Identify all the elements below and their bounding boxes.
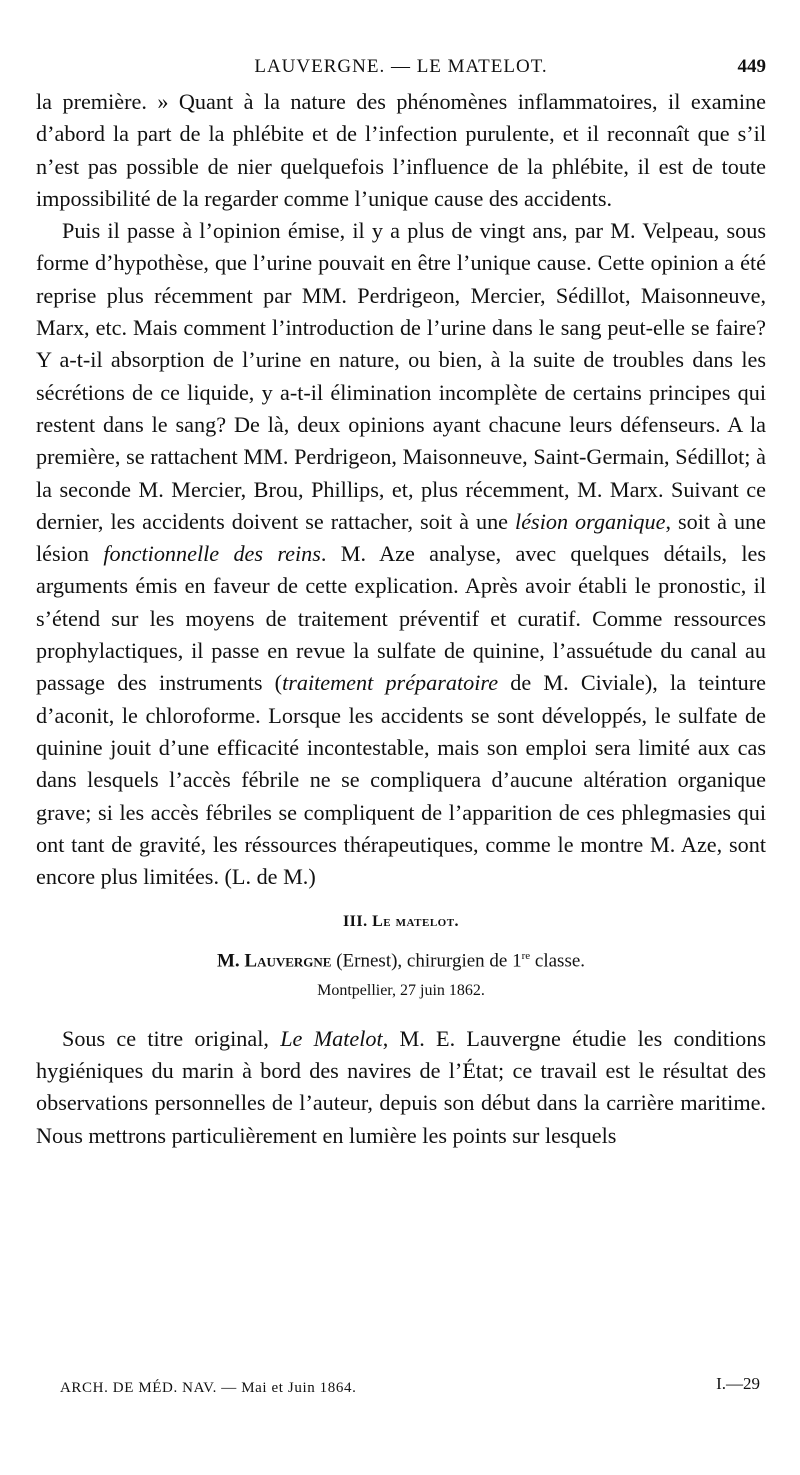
page-number: 449: [737, 56, 766, 77]
section-heading: [36, 909, 766, 1004]
paragraph-text: Puis il passe à l’opinion émise, il y a plus de vingt ans, par M. Velpeau, sous forme d’hypothèse, que l’urine pouvait en être l’unique cause. Cette opinion a été reprise plus récemment par MM. Perdrigeon, Mercier, Sédillot, Maisonneuve, Marx, etc. Mais comment l’introduction de l’urine dans le sang peut-elle se faire? Y a-t-il absorption de l’urine en nature, ou bien, à la suite de troubles dans les sécrétions de ce liquide, y a-t-il élimination incomplète de certains principes qui restent dans le sang? De là, deux opinions ayant chacune leurs défenseurs. A la première, se rattachent MM. Perdrigeon, Maisonneuve, Saint-Germain, Sédillot; à la seconde M. Mercier, Brou, Phillips, et, plus récemment, M. Marx. Suivant ce dernier, les accidents doivent se rattacher, soit à une: [36, 218, 766, 534]
section-author: [36, 941, 766, 976]
page-footer: [60, 1374, 760, 1404]
paragraph-text: , M. E. Lauvergne étudie les conditions hygiéniques du marin à bord des navires de l’État; ce travail est le résultat des observations personnelles de l’auteur, depuis son début dans la carrière maritime. Nous mettrons particulièrement en lumière les points sur lesquels: [36, 1025, 766, 1148]
author-end: classe.: [530, 950, 586, 972]
section-title-text: Le matelot.: [372, 913, 460, 931]
author-rest: (Ernest), chirurgien de 1: [331, 950, 522, 972]
running-head: LAUVERGNE. — LE MATELOT.: [254, 56, 548, 77]
section-title: [36, 909, 766, 935]
italic-text: lésion organique: [515, 508, 666, 534]
paragraph-text: Sous ce titre original,: [62, 1025, 281, 1051]
footer-journal: ARCH. DE MÉD. NAV. — Mai et Juin 1864.: [60, 1380, 357, 1396]
page-header: [36, 52, 766, 86]
paragraph-text: la première. » Quant à la nature des phénomènes inflammatoires, il examine d’abord la part de la phlébite et de l’infection purulente, et il reconnaît que s’il n’est pas possible de nier quelquefois l’influence de la phlébite, il est de toute impossibilité de la regarder comme l’unique cause des accidents.: [36, 89, 766, 211]
italic-text: traitement préparatoire: [282, 670, 499, 696]
paragraph-3: [36, 1023, 766, 1152]
author-prefix: M.: [216, 950, 240, 972]
paragraph-text: de M. Civiale), la teinture d’aconit, le chloroforme. Lorsque les accidents se sont développés, le sulfate de quinine jouit d’une efficacité incontestable, mais son emploi sera limité aux cas dans lesquels l’accès fébrile ne se compliquera d’aucune altération organique grave; si les accès fébriles se compliquent de l’apparition de ces phlegmasies qui ont tant de gravité, les réssources thérapeutiques, comme le montre M. Aze, sont encore plus limitées. (L. de M.): [36, 670, 766, 890]
footer-signature: I.—29: [716, 1374, 760, 1393]
paragraph-text: , soit à une lésion: [36, 508, 766, 567]
paragraph-2: [36, 215, 766, 893]
italic-text: Le Matelot: [280, 1025, 383, 1051]
paragraph-text: . M. Aze analyse, avec quelques détails, les arguments émis en faveur de cette explication. Après avoir établi le pronostic, il s’étend sur les moyens de traitement préventif et curatif. Comme ressources prophylactiques, il passe en revue la sulfate de quinine, l’assuétude du canal au passage des instruments (: [36, 541, 767, 696]
section-place-date: Montpellier, 27 juin 1862.: [317, 981, 485, 999]
page-body: [36, 86, 766, 1152]
author-name: Lauvergne: [244, 950, 332, 972]
paragraph-1: [36, 86, 766, 215]
author-sup: re: [521, 950, 531, 963]
section-numeral: III.: [342, 913, 368, 931]
italic-text: fonctionnelle des reins: [103, 541, 321, 567]
